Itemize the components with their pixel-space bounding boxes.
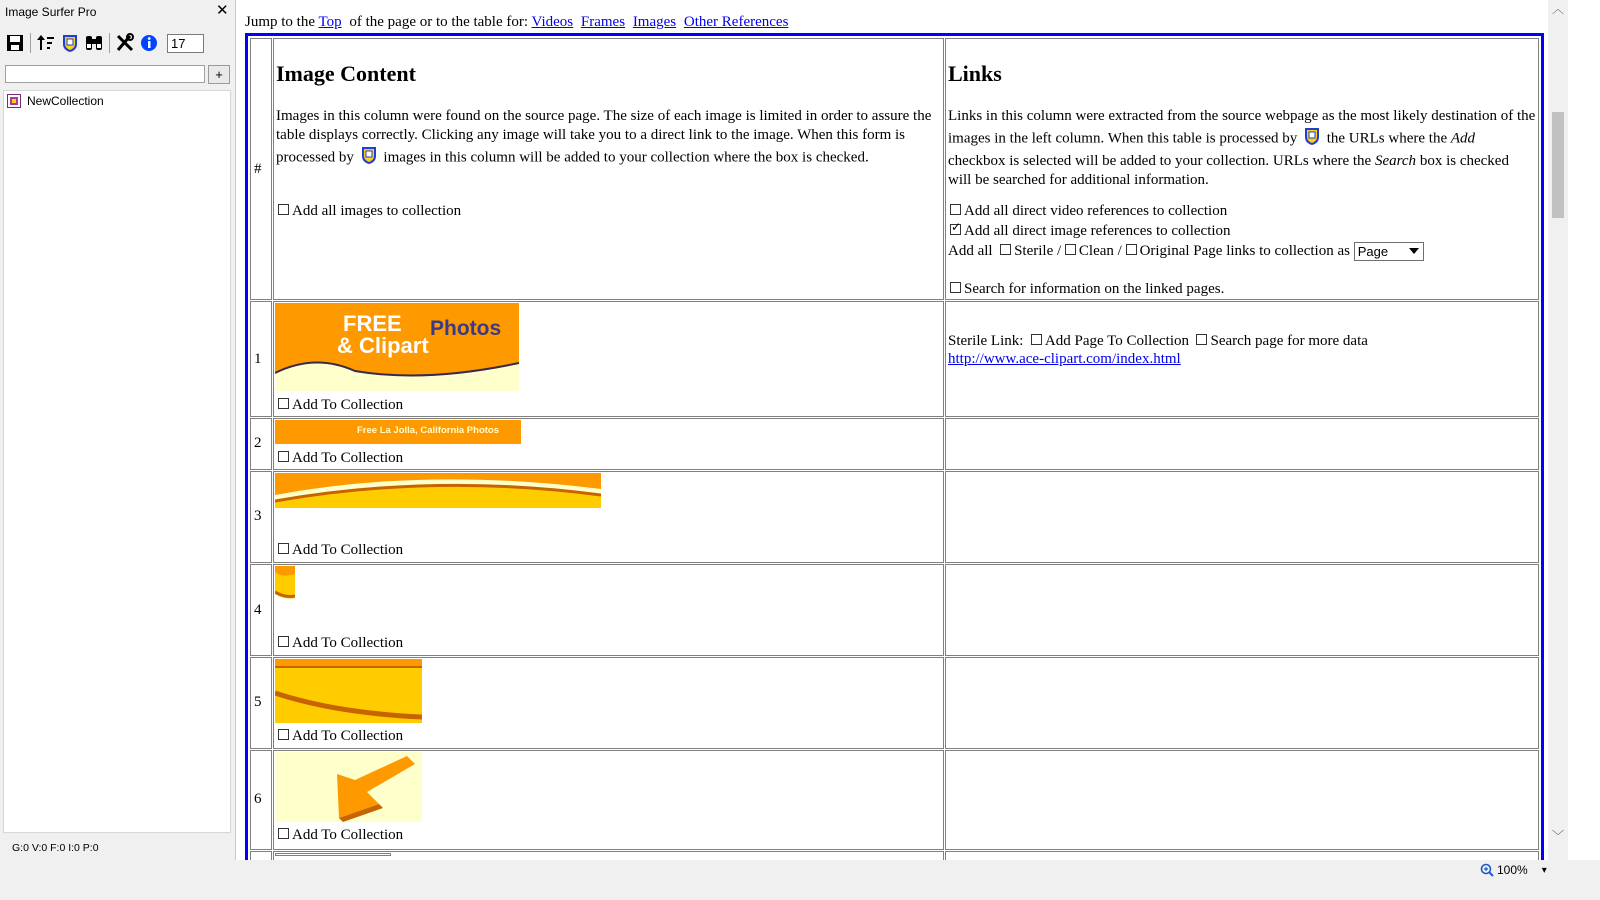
row-num-cell <box>250 851 272 860</box>
row-image-cell <box>273 301 944 417</box>
add-to-collection-label: Add To Collection <box>292 450 404 466</box>
row-num-cell <box>250 657 272 749</box>
header-links-cell <box>945 38 1539 300</box>
row-num: 4 <box>254 602 262 618</box>
row-link-cell <box>945 418 1539 470</box>
row-image-cell <box>273 851 944 860</box>
add-video-refs-label: Add all direct video references to collection <box>964 203 1228 219</box>
clipart-banner-image[interactable] <box>275 303 519 391</box>
collection-icon <box>7 94 21 108</box>
search-linked-label: Search for information on the linked pages. <box>964 281 1225 297</box>
row-image-cell <box>273 750 944 850</box>
header-num-cell <box>250 38 272 300</box>
sidebar-panel <box>0 0 236 875</box>
original-checkbox[interactable] <box>1126 244 1137 255</box>
shield-icon[interactable] <box>58 31 82 55</box>
sidebar-toolbar <box>3 30 204 56</box>
row-num-cell <box>250 564 272 656</box>
row-image-cell <box>273 657 944 749</box>
links-desc-part2: the URLs where the <box>1326 130 1448 147</box>
zoom-level: 100% <box>1497 863 1528 877</box>
search-page-checkbox[interactable] <box>1196 334 1207 345</box>
sterile-checkbox[interactable] <box>1000 244 1011 255</box>
clean-checkbox[interactable] <box>1065 244 1076 255</box>
add-to-collection-option <box>278 397 403 414</box>
row-num-cell <box>250 750 272 850</box>
add-image-refs-label: Add all direct image references to collection <box>964 223 1231 239</box>
image-desc-part1: Images in this column were found on the source page. The size of each image is limited in order to assure the table displays correctly. Clicking any image will take you to a direct link to the image. When this form is processed by <box>276 108 932 166</box>
shield-icon <box>1303 126 1321 152</box>
sterile-link-row <box>948 333 1368 350</box>
links-desc <box>948 107 1536 190</box>
row-num: 5 <box>254 694 262 710</box>
collection-search-input[interactable] <box>5 65 205 83</box>
add-image-refs-checkbox[interactable] <box>950 224 961 235</box>
banner-text-la-jolla: Free La Jolla, California Photos <box>357 425 500 436</box>
image-content-desc <box>276 107 940 171</box>
add-page-label: Add Page To Collection <box>1044 333 1189 349</box>
search-linked-checkbox[interactable] <box>950 282 961 293</box>
add-page-checkbox[interactable] <box>1031 334 1042 345</box>
row-link-cell <box>945 564 1539 656</box>
add-to-collection-checkbox[interactable] <box>278 398 289 409</box>
partial-image <box>275 853 391 856</box>
sidebar-title: Image Surfer Pro <box>5 5 97 19</box>
zoom-control[interactable] <box>1480 863 1547 877</box>
links-desc-part1: Links in this column were extracted from the source webpage as the most likely destination of the images in the left column. When this table is processed by <box>948 108 1536 147</box>
results-table <box>245 33 1544 860</box>
collection-tree <box>3 90 231 833</box>
row-num-cell <box>250 301 272 417</box>
result-count-field[interactable] <box>167 34 204 53</box>
add-to-collection-checkbox[interactable] <box>278 636 289 647</box>
jump-prefix: Jump to the <box>245 14 315 30</box>
image-desc-part2: images in this column will be added to your collection where the box is checked. <box>383 149 869 166</box>
jump-videos-link[interactable]: Videos <box>531 14 574 30</box>
search-linked-option <box>950 281 1224 298</box>
sort-icon[interactable] <box>34 31 58 55</box>
link-type-select[interactable]: Page <box>1354 242 1424 261</box>
source-url-link[interactable]: http://www.ace-clipart.com/index.html <box>948 351 1181 367</box>
row-link-cell <box>945 301 1539 417</box>
add-all-images-checkbox[interactable] <box>278 204 289 215</box>
jump-top-link[interactable]: Top <box>318 14 342 30</box>
row-num: 2 <box>254 435 262 451</box>
tools-icon[interactable] <box>113 31 137 55</box>
add-to-collection-checkbox[interactable] <box>278 828 289 839</box>
add-to-collection-label: Add To Collection <box>292 635 404 651</box>
row-image-cell <box>273 418 944 470</box>
jump-other-link[interactable]: Other References <box>683 14 789 30</box>
add-to-collection-option <box>278 827 403 844</box>
add-video-refs-checkbox[interactable] <box>950 204 961 215</box>
row-image-cell <box>273 471 944 563</box>
jump-middle: of the page or to the table for: <box>349 14 529 30</box>
scroll-up-icon[interactable]: ︿ <box>1552 2 1565 16</box>
row-num-cell <box>250 471 272 563</box>
yellow-panel-image[interactable] <box>275 659 422 723</box>
la-jolla-banner-image[interactable] <box>275 420 521 444</box>
main-content <box>235 0 1548 860</box>
add-to-collection-label: Add To Collection <box>292 827 404 843</box>
search-page-label: Search page for more data <box>1210 333 1368 349</box>
close-icon[interactable]: ✕ <box>216 2 229 19</box>
status-bar <box>0 860 1600 900</box>
clean-label: Clean / <box>1078 242 1122 259</box>
banner-text-clipart: & Clipart <box>337 333 429 358</box>
binoculars-icon[interactable] <box>82 31 106 55</box>
add-all-images-option <box>278 203 461 220</box>
sterile-label: Sterile / <box>1014 242 1062 259</box>
row-link-cell <box>945 471 1539 563</box>
zoom-dropdown-icon[interactable]: ▾ <box>1541 864 1547 876</box>
add-to-collection-label: Add To Collection <box>292 397 404 413</box>
row-num: 3 <box>254 508 262 524</box>
add-collection-button[interactable]: + <box>208 65 230 84</box>
tree-item-newcollection[interactable] <box>7 94 104 108</box>
orange-arrow-image[interactable] <box>275 752 422 822</box>
header-image-cell <box>273 38 944 300</box>
jump-nav <box>245 14 792 31</box>
links-desc-part3: checkbox is selected will be added to your collection. URLs where the <box>948 153 1372 169</box>
row-link-cell <box>945 851 1539 860</box>
sidebar-status: G:0 V:0 F:0 I:0 P:0 <box>12 842 99 854</box>
add-to-collection-checkbox[interactable] <box>278 543 289 554</box>
add-all-label: Add all <box>948 242 993 259</box>
add-all-links-option <box>948 242 1424 261</box>
links-desc-add: Add <box>1450 130 1476 147</box>
add-all-images-label: Add all images to collection <box>292 203 462 219</box>
row-num: 1 <box>254 351 262 367</box>
save-icon[interactable] <box>3 31 27 55</box>
scroll-down-icon[interactable]: ﹀ <box>1552 829 1565 843</box>
row-num: 6 <box>254 791 262 807</box>
corner-swoosh-image[interactable] <box>275 566 295 603</box>
original-label: Original Page links to collection as <box>1139 242 1350 259</box>
row-image-cell <box>273 564 944 656</box>
info-icon[interactable] <box>137 31 161 55</box>
add-image-refs-option <box>950 223 1231 240</box>
links-desc-search: Search <box>1374 153 1417 169</box>
add-to-collection-checkbox[interactable] <box>278 451 289 462</box>
links-title: Links <box>948 61 1002 86</box>
jump-frames-link[interactable]: Frames <box>580 14 626 30</box>
add-to-collection-option <box>278 542 403 559</box>
row-link-cell <box>945 657 1539 749</box>
sterile-link-label: Sterile Link: <box>948 333 1024 349</box>
shield-icon <box>360 145 378 171</box>
scroll-thumb[interactable] <box>1552 112 1564 218</box>
toolbar-separator <box>109 33 110 53</box>
add-to-collection-option <box>278 635 403 652</box>
add-to-collection-option <box>278 728 403 745</box>
add-to-collection-checkbox[interactable] <box>278 729 289 740</box>
zoom-icon <box>1480 863 1494 877</box>
orange-swoosh-image[interactable] <box>275 473 601 508</box>
toolbar-separator <box>30 33 31 53</box>
row-num-cell <box>250 418 272 470</box>
add-video-refs-option <box>950 203 1227 220</box>
jump-images-link[interactable]: Images <box>632 14 677 30</box>
vertical-scrollbar[interactable] <box>1548 0 1568 860</box>
header-num: # <box>254 161 262 177</box>
add-to-collection-label: Add To Collection <box>292 728 404 744</box>
links-desc-part4: box is checked will be searched for additional information. <box>948 153 1509 188</box>
banner-text-free: FREE <box>343 311 402 336</box>
image-content-title: Image Content <box>276 61 416 86</box>
add-to-collection-label: Add To Collection <box>292 542 404 558</box>
add-to-collection-option <box>278 450 403 467</box>
tree-item-label: NewCollection <box>27 94 104 108</box>
row-link-cell <box>945 750 1539 850</box>
banner-text-photos: Photos <box>430 317 502 340</box>
